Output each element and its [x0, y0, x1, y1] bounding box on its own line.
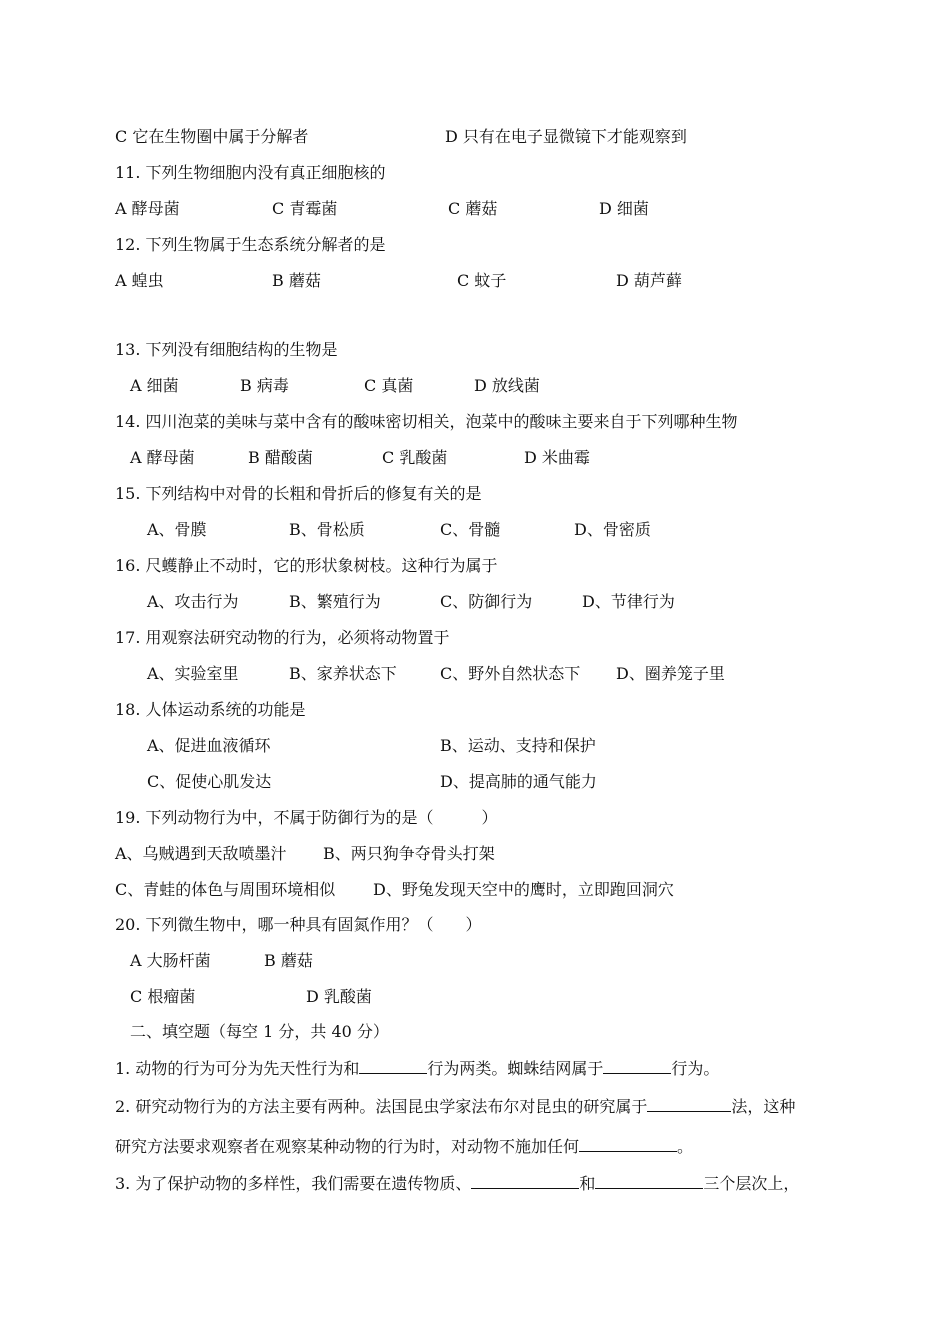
q12-stem: 12. 下列生物属于生态系统分解者的是	[115, 235, 386, 254]
fill-2-text-b: 法，这种	[731, 1097, 796, 1116]
fill-question-2-continued	[115, 1135, 693, 1158]
q13-option-a: A 细菌	[130, 376, 179, 395]
answer-blank[interactable]	[471, 1172, 579, 1189]
q12-option-d: D 葫芦藓	[616, 271, 682, 290]
q15-option-b: B、骨松质	[289, 520, 365, 539]
q15-option-d: D、骨密质	[574, 520, 651, 539]
fill-2-text-d: 。	[677, 1137, 694, 1156]
q14-option-d: D 米曲霉	[524, 448, 590, 467]
q18-stem: 18. 人体运动系统的功能是	[115, 700, 306, 719]
q14-stem: 14. 四川泡菜的美味与菜中含有的酸味密切相关，泡菜中的酸味主要来自于下列哪种生物	[115, 412, 738, 431]
answer-blank[interactable]	[603, 1057, 671, 1074]
q19-option-b: B、两只狗争夺骨头打架	[323, 844, 495, 863]
q12-option-c: C 蚊子	[457, 271, 507, 290]
q17-stem: 17. 用观察法研究动物的行为，必须将动物置于	[115, 628, 450, 647]
q11-option-c: C 蘑菇	[448, 199, 498, 218]
q20-option-a: A 大肠杆菌	[130, 951, 211, 970]
q19-option-a: A、乌贼遇到天敌喷墨汁	[115, 844, 287, 863]
q12-option-b: B 蘑菇	[272, 271, 321, 290]
answer-blank[interactable]	[359, 1057, 427, 1074]
q11-stem: 11. 下列生物细胞内没有真正细胞核的	[115, 163, 386, 182]
q16-option-d: D、节律行为	[582, 592, 675, 611]
q15-option-a: A、骨膜	[147, 520, 207, 539]
q18-option-c: C、促使心肌发达	[147, 772, 272, 791]
q14-option-b: B 醋酸菌	[248, 448, 313, 467]
q17-option-c: C、野外自然状态下	[440, 664, 581, 683]
q14-option-c: C 乳酸菌	[382, 448, 448, 467]
q11-option-d: D 细菌	[599, 199, 649, 218]
answer-blank[interactable]	[579, 1135, 677, 1152]
fill-question-1	[115, 1057, 719, 1080]
q15-stem: 15. 下列结构中对骨的长粗和骨折后的修复有关的是	[115, 484, 482, 503]
q20-option-b: B 蘑菇	[264, 951, 313, 970]
fill-question-2	[115, 1095, 795, 1118]
q19-option-c: C、青蛙的体色与周围环境相似	[115, 880, 336, 899]
fill-2-text-a: 2. 研究动物行为的方法主要有两种。法国昆虫学家法布尔对昆虫的研究属于	[115, 1097, 648, 1116]
section-fill-in-heading: 二、填空题（每空 1 分，共 40 分）	[130, 1022, 389, 1041]
q18-option-a: A、促进血液循环	[147, 736, 271, 755]
q20-option-c: C 根瘤菌	[130, 987, 196, 1006]
fill-3-text-c: 三个层次上，	[703, 1174, 800, 1193]
q13-option-c: C 真菌	[364, 376, 414, 395]
fill-1-text-a: 1. 动物的行为可分为先天性行为和	[115, 1059, 360, 1078]
q16-stem: 16. 尺蠖静止不动时，它的形状象树枝。这种行为属于	[115, 556, 498, 575]
q17-option-a: A、实验室里	[147, 664, 239, 683]
q20-stem: 20. 下列微生物中，哪一种具有固氮作用？（ ）	[115, 915, 482, 934]
q10-option-d: D 只有在电子显微镜下才能观察到	[445, 127, 687, 146]
q13-stem: 13. 下列没有细胞结构的生物是	[115, 340, 338, 359]
q13-option-b: B 病毒	[240, 376, 289, 395]
q20-option-d: D 乳酸菌	[306, 987, 372, 1006]
q18-option-b: B、运动、支持和保护	[440, 736, 596, 755]
q14-option-a: A 酵母菌	[130, 448, 195, 467]
q12-option-a: A 蝗虫	[115, 271, 164, 290]
q16-option-a: A、攻击行为	[147, 592, 239, 611]
q18-option-d: D、提高肺的通气能力	[440, 772, 597, 791]
q16-option-b: B、繁殖行为	[289, 592, 381, 611]
q11-option-a: A 酵母菌	[115, 199, 180, 218]
q17-option-b: B、家养状态下	[289, 664, 397, 683]
q19-stem: 19. 下列动物行为中，不属于防御行为的是（ ）	[115, 808, 498, 827]
fill-3-text-a: 3. 为了保护动物的多样性，我们需要在遗传物质、	[115, 1174, 472, 1193]
q15-option-c: C、骨髓	[440, 520, 501, 539]
answer-blank[interactable]	[595, 1172, 703, 1189]
q17-option-d: D、圈养笼子里	[616, 664, 725, 683]
fill-3-text-b: 和	[579, 1174, 596, 1193]
fill-2-text-c: 研究方法要求观察者在观察某种动物的行为时，对动物不施加任何	[115, 1137, 580, 1156]
answer-blank[interactable]	[647, 1095, 731, 1112]
fill-question-3	[115, 1172, 799, 1195]
q11-option-b: C 青霉菌	[272, 199, 338, 218]
q10-option-c: C 它在生物圈中属于分解者	[115, 127, 309, 146]
q13-option-d: D 放线菌	[474, 376, 540, 395]
fill-1-text-b: 行为两类。蜘蛛结网属于	[427, 1059, 604, 1078]
fill-1-text-c: 行为。	[671, 1059, 720, 1078]
q19-option-d: D、野兔发现天空中的鹰时，立即跑回洞穴	[373, 880, 674, 899]
q16-option-c: C、防御行为	[440, 592, 533, 611]
